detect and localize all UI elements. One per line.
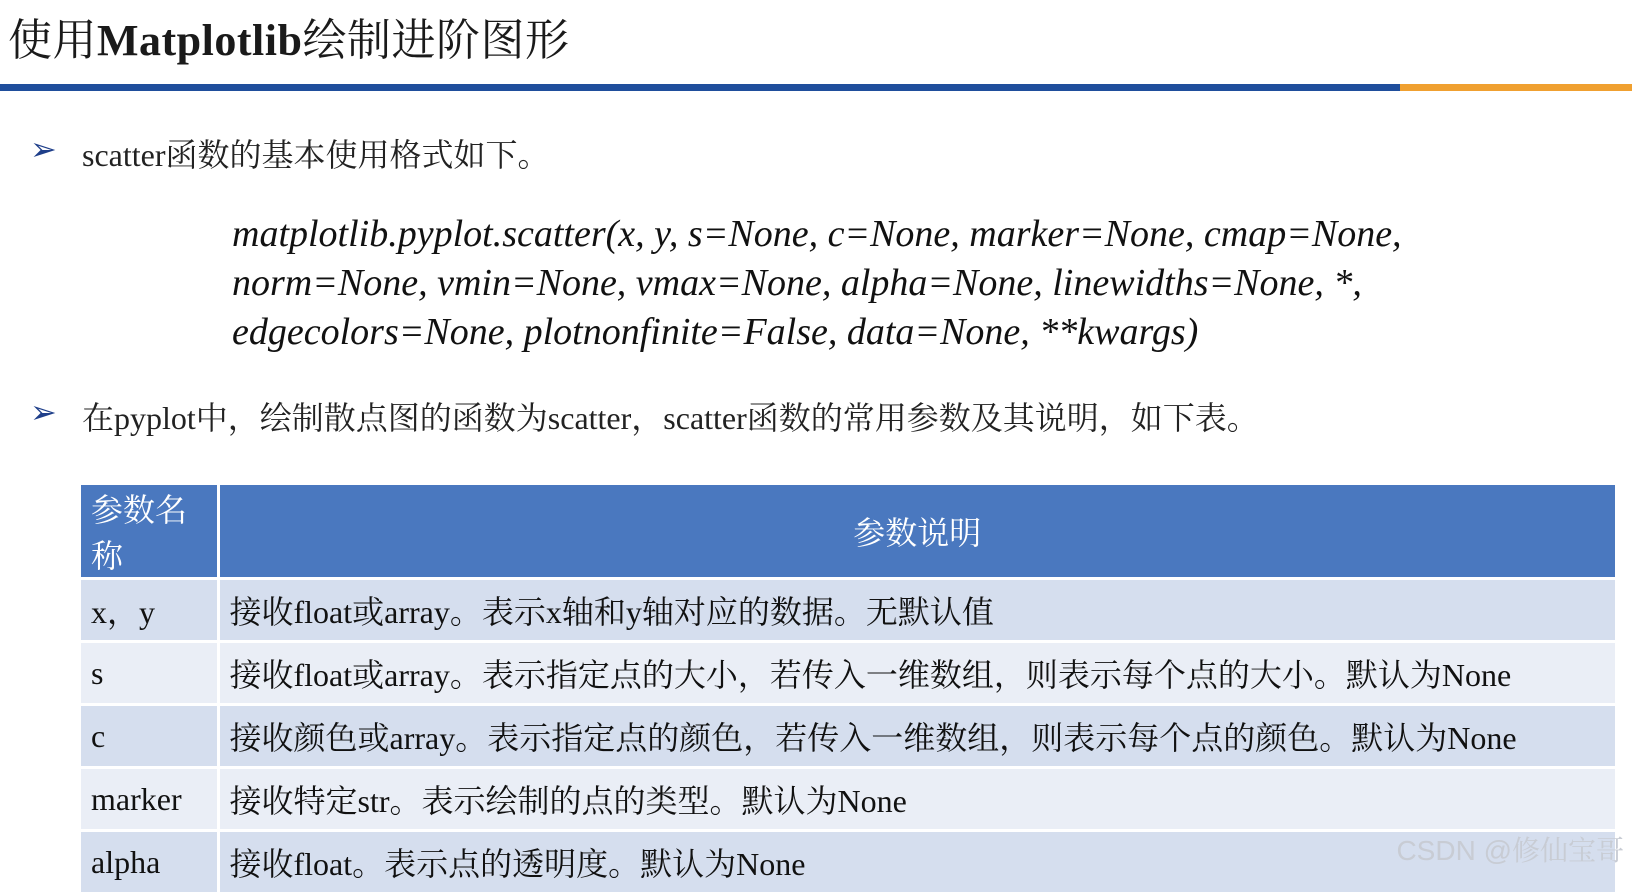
table-row <box>81 831 1617 894</box>
table-row <box>81 705 1617 768</box>
title-rule-orange <box>1400 84 1632 91</box>
table-header-row <box>81 485 1617 579</box>
param-name-cell: alpha <box>81 831 218 894</box>
param-desc-cell: 接收颜色或array。表示指定点的颜色，若传入一维数组，则表示每个点的颜色。默认为None <box>218 705 1617 768</box>
table-row <box>81 642 1617 705</box>
code-line: norm=None, vmin=None, vmax=None, alpha=None, linewidths=None, *, <box>232 262 1362 304</box>
param-desc-cell: 接收特定str。表示绘制的点的类型。默认为None <box>218 768 1617 831</box>
bullet-arrow-icon: ➢ <box>30 131 57 167</box>
param-desc-cell: 接收float或array。表示指定点的大小，若传入一维数组，则表示每个点的大小。默认为None <box>218 642 1617 705</box>
code-line: edgecolors=None, plotnonfinite=False, data=None, **kwargs) <box>232 311 1199 353</box>
param-desc-cell: 接收float。表示点的透明度。默认为None <box>218 831 1617 894</box>
table-row <box>81 768 1617 831</box>
code-line: matplotlib.pyplot.scatter(x, y, s=None, c=None, marker=None, cmap=None, <box>232 213 1402 255</box>
watermark: CSDN @修仙宝哥 <box>1396 835 1624 866</box>
bullet-text-1: scatter函数的基本使用格式如下。 <box>82 137 550 173</box>
title-bold: Matplotlib <box>97 16 303 65</box>
param-name-cell: marker <box>81 768 218 831</box>
bullet-text-2: 在pyplot中，绘制散点图的函数为scatter，scatter函数的常用参数及其说明，如下表。 <box>82 400 1259 436</box>
code-block <box>232 210 1552 357</box>
slide-title <box>8 6 569 76</box>
param-name-cell: x，y <box>81 579 218 642</box>
header-param-name: 参数名称 <box>81 485 218 579</box>
params-table <box>81 485 1618 895</box>
param-name-cell: s <box>81 642 218 705</box>
bullet-arrow-icon: ➢ <box>30 394 57 430</box>
table-row <box>81 579 1617 642</box>
title-prefix: 使用 <box>8 16 97 65</box>
param-name-cell: c <box>81 705 218 768</box>
title-suffix: 绘制进阶图形 <box>302 16 570 65</box>
header-param-desc: 参数说明 <box>218 485 1617 579</box>
param-desc-cell: 接收float或array。表示x轴和y轴对应的数据。无默认值 <box>218 579 1617 642</box>
title-rule-blue <box>0 84 1400 91</box>
